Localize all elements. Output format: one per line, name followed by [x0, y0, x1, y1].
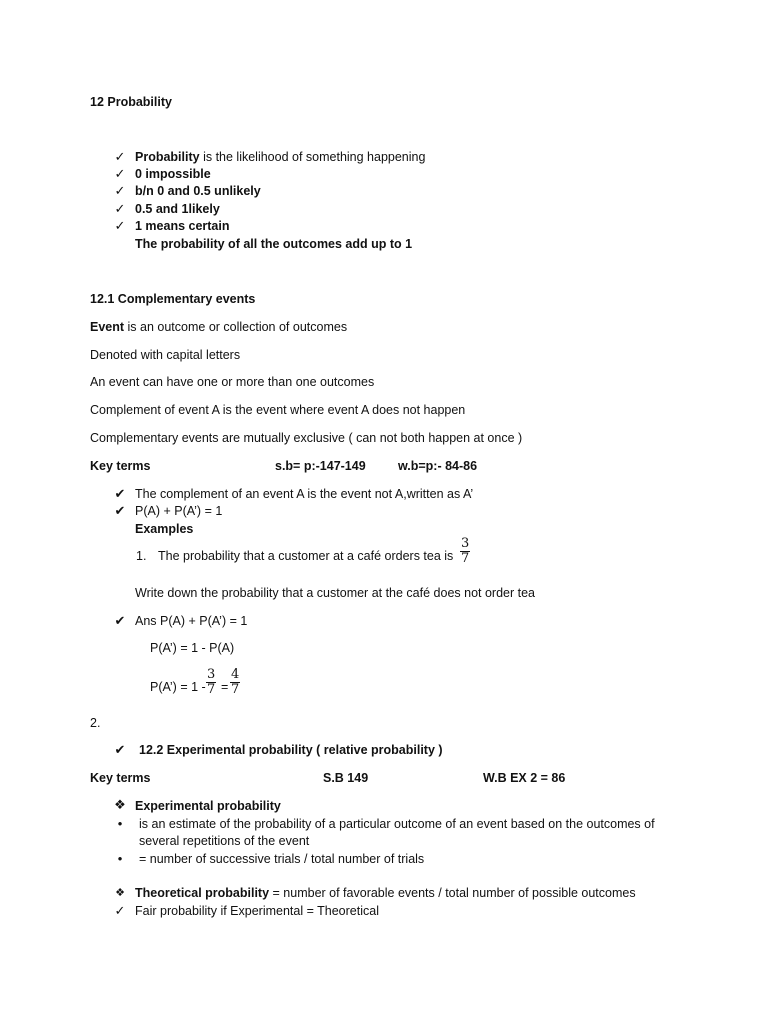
- experimental-formula: = number of successive trials / total number of trials: [139, 852, 425, 866]
- check-icon: ✓: [114, 166, 126, 181]
- text-line: Complementary events are mutually exclusive ( can not both happen at once ): [90, 431, 523, 445]
- answer-step-2: P(A’) = 1 -: [150, 680, 206, 694]
- example-question: Write down the probability that a customer at the café does not order tea: [135, 586, 535, 600]
- dot-bullet-icon: •: [117, 816, 123, 831]
- fair-probability-line: Fair probability if Experimental = Theoretical: [135, 904, 379, 918]
- example-text: The probability that a customer at a café orders tea is: [158, 549, 454, 563]
- page-title: 12 Probability: [90, 95, 172, 109]
- check-icon: ✔: [114, 613, 126, 628]
- intro-item-4: 0.5 and 1likely: [135, 202, 220, 216]
- sb-reference: s.b= p:-147-149: [275, 459, 366, 473]
- wb-reference: W.B EX 2 = 86: [483, 771, 566, 785]
- check-icon: ✓: [114, 201, 126, 216]
- check-icon: ✓: [114, 149, 126, 164]
- intro-item-1: Probability is the likelihood of something happening: [135, 150, 426, 164]
- answer-step-1: P(A’) = 1 - P(A): [150, 641, 235, 655]
- theoretical-probability-line: Theoretical probability = number of favorable events / total number of possible outcomes: [135, 886, 636, 900]
- check-icon: ✔: [114, 742, 126, 757]
- intro-item-2: 0 impossible: [135, 167, 211, 181]
- key-terms-label: Key terms: [90, 771, 151, 785]
- fraction-four-sevenths: 4 7: [231, 667, 240, 697]
- experimental-definition-line-1: is an estimate of the probability of a particular outcome of an event based on the outcomes of: [139, 817, 655, 831]
- wb-reference: w.b=p:- 84-86: [398, 459, 478, 473]
- experimental-probability-label: Experimental probability: [135, 799, 281, 813]
- bullet-sum: P(A) + P(A’) = 1: [135, 504, 223, 518]
- answer-line: Ans P(A) + P(A’) = 1: [135, 614, 248, 628]
- check-icon: ✔: [114, 486, 126, 501]
- diamond-bullet-icon: ❖: [115, 886, 125, 899]
- example-number: 1.: [136, 549, 147, 563]
- dot-bullet-icon: •: [117, 851, 123, 866]
- intro-note: The probability of all the outcomes add up to 1: [135, 237, 413, 251]
- check-icon: ✓: [114, 183, 126, 198]
- key-terms-label: Key terms: [90, 459, 151, 473]
- check-icon: ✓: [114, 903, 126, 918]
- check-icon: ✔: [114, 503, 126, 518]
- diamond-bullet-icon: ❖: [114, 798, 126, 813]
- intro-item-3: b/n 0 and 0.5 unlikely: [135, 184, 261, 198]
- fraction-three-sevenths: 3 7: [461, 536, 470, 566]
- text-line: Complement of event A is the event where event A does not happen: [90, 403, 466, 417]
- intro-item-5: 1 means certain: [135, 219, 230, 233]
- examples-label: Examples: [135, 522, 194, 536]
- check-icon: ✓: [114, 218, 126, 233]
- section-heading-experimental: 12.2 Experimental probability ( relative probability ): [139, 743, 443, 757]
- experimental-definition-line-2: several repetitions of the event: [139, 834, 310, 848]
- text-line: An event can have one or more than one outcomes: [90, 375, 375, 389]
- equals-sign: =: [221, 680, 229, 694]
- item-number-2: 2.: [90, 716, 101, 730]
- fraction-three-sevenths: 3 7: [207, 667, 216, 697]
- section-heading-complementary: 12.1 Complementary events: [90, 292, 256, 306]
- event-definition: Event is an outcome or collection of outcomes: [90, 320, 348, 334]
- sb-reference: S.B 149: [323, 771, 369, 785]
- text-line: Denoted with capital letters: [90, 348, 241, 362]
- bullet-complement: The complement of an event A is the event not A,written as A’: [135, 487, 474, 501]
